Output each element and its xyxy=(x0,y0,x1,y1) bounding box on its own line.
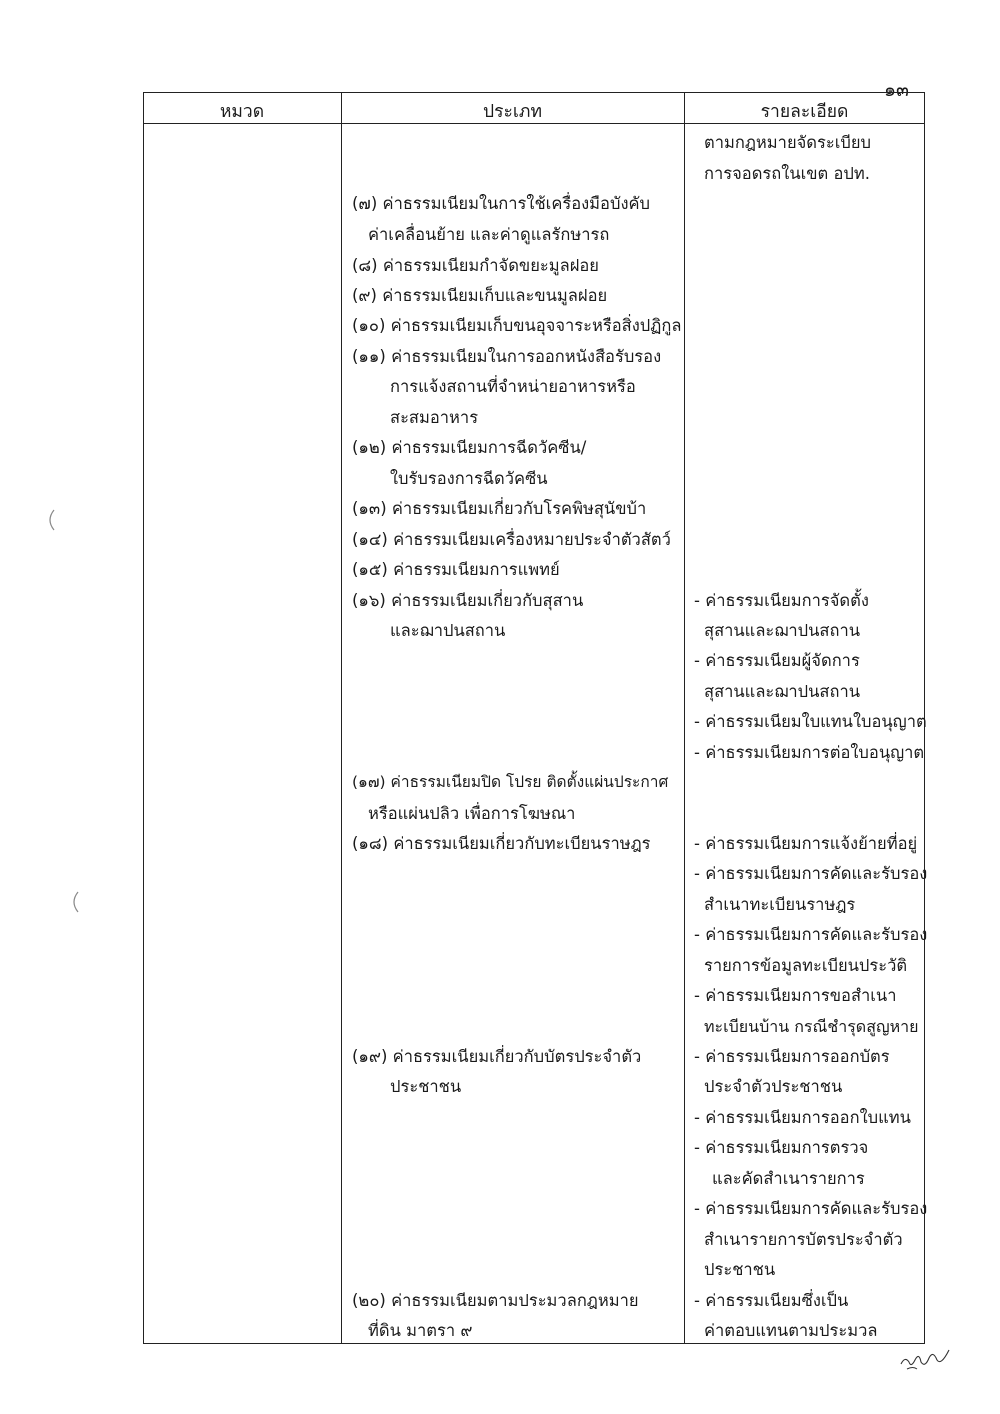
type-line: (๑๙) ค่าธรรมเนียมเกี่ยวกับบัตรประจำตัว xyxy=(352,1047,642,1066)
detail-line: ทะเบียนบ้าน กรณีชำรุดสูญหาย xyxy=(704,1017,919,1036)
hole-punch-mark xyxy=(68,890,82,914)
detail-line: สุสานและฌาปนสถาน xyxy=(704,682,861,701)
detail-line: ตามกฎหมายจัดระเบียบ xyxy=(704,133,871,152)
detail-line: รายการข้อมูลทะเบียนประวัติ xyxy=(704,956,908,975)
detail-line: - ค่าธรรมเนียมการแจ้งย้ายที่อยู่ xyxy=(694,834,918,853)
type-line: ประชาชน xyxy=(390,1077,462,1096)
detail-line: - ค่าธรรมเนียมการออกบัตร xyxy=(694,1047,890,1066)
detail-line: - ค่าธรรมเนียมซึ่งเป็น xyxy=(694,1291,849,1310)
detail-line: - ค่าธรรมเนียมการคัดและรับรอง xyxy=(694,1199,928,1218)
type-line: (๑๒) ค่าธรรมเนียมการฉีดวัคซีน/ xyxy=(352,438,587,457)
detail-line: - ค่าธรรมเนียมใบแทนใบอนุญาต xyxy=(694,712,927,731)
type-line: การแจ้งสถานที่จำหน่ายอาหารหรือ xyxy=(390,377,636,396)
detail-line: - ค่าธรรมเนียมการออกใบแทน xyxy=(694,1108,911,1127)
type-line: (๘) ค่าธรรมเนียมกำจัดขยะมูลฝอย xyxy=(352,256,599,275)
type-line: (๑๗) ค่าธรรมเนียมปิด โปรย ติดตั้งแผ่นประกาศ xyxy=(352,773,669,791)
hole-punch-mark xyxy=(44,508,58,532)
initials-signature xyxy=(897,1342,953,1372)
type-line: (๑๕) ค่าธรรมเนียมการแพทย์ xyxy=(352,560,560,579)
column-divider xyxy=(341,92,342,1344)
header-category: หมวด xyxy=(219,102,265,122)
type-line: (๒๐) ค่าธรรมเนียมตามประมวลกฎหมาย xyxy=(352,1291,639,1310)
type-line: สะสมอาหาร xyxy=(390,408,479,427)
detail-line: การจอดรถในเขต อปท. xyxy=(704,164,870,183)
header-type: ประเภท xyxy=(483,102,542,122)
header-details: รายละเอียด xyxy=(760,102,849,122)
type-line: ที่ดิน มาตรา ๙ xyxy=(368,1321,473,1340)
detail-line: - ค่าธรรมเนียมการตรวจ xyxy=(694,1138,869,1157)
detail-line: ประจำตัวประชาชน xyxy=(704,1077,843,1096)
detail-line: และคัดสำเนารายการ xyxy=(712,1169,865,1188)
type-line: (๑๔) ค่าธรรมเนียมเครื่องหมายประจำตัวสัตว์ xyxy=(352,530,671,549)
type-line: (๑๐) ค่าธรรมเนียมเก็บขนอุจจาระหรือสิ่งปฏิกูล xyxy=(352,316,682,335)
detail-line: ประชาชน xyxy=(704,1260,776,1279)
type-line: (๑๖) ค่าธรรมเนียมเกี่ยวกับสุสาน xyxy=(352,591,584,610)
type-line: (๑๑) ค่าธรรมเนียมในการออกหนังสือรับรอง xyxy=(352,347,662,366)
detail-line: ค่าตอบแทนตามประมวล xyxy=(704,1321,878,1340)
page-number: ๑๓ xyxy=(884,79,910,101)
column-divider xyxy=(684,92,685,1344)
detail-line: - ค่าธรรมเนียมการจัดตั้ง xyxy=(694,591,869,610)
type-line: (๗) ค่าธรรมเนียมในการใช้เครื่องมือบังคับ xyxy=(352,194,651,213)
type-line: และฌาปนสถาน xyxy=(390,621,506,640)
detail-line: - ค่าธรรมเนียมการขอสำเนา xyxy=(694,986,897,1005)
detail-line: - ค่าธรรมเนียมผู้จัดการ xyxy=(694,651,860,670)
type-line: (๙) ค่าธรรมเนียมเก็บและขนมูลฝอย xyxy=(352,286,608,305)
type-line: ค่าเคลื่อนย้าย และค่าดูแลรักษารถ xyxy=(368,225,610,244)
detail-line: สำเนาทะเบียนราษฎร xyxy=(704,895,856,914)
detail-line: สำเนารายการบัตรประจำตัว xyxy=(704,1230,903,1249)
type-line: (๑๘) ค่าธรรมเนียมเกี่ยวกับทะเบียนราษฎร xyxy=(352,834,651,853)
detail-line: สุสานและฌาปนสถาน xyxy=(704,621,861,640)
detail-line: - ค่าธรรมเนียมการต่อใบอนุญาต xyxy=(694,743,925,762)
type-line: (๑๓) ค่าธรรมเนียมเกี่ยวกับโรคพิษสุนัขบ้า xyxy=(352,499,647,518)
type-line: ใบรับรองการฉีดวัคซีน xyxy=(390,469,548,488)
type-line: หรือแผ่นปลิว เพื่อการโฆษณา xyxy=(368,804,576,823)
detail-line: - ค่าธรรมเนียมการคัดและรับรอง xyxy=(694,864,928,883)
detail-line: - ค่าธรรมเนียมการคัดและรับรอง xyxy=(694,925,928,944)
